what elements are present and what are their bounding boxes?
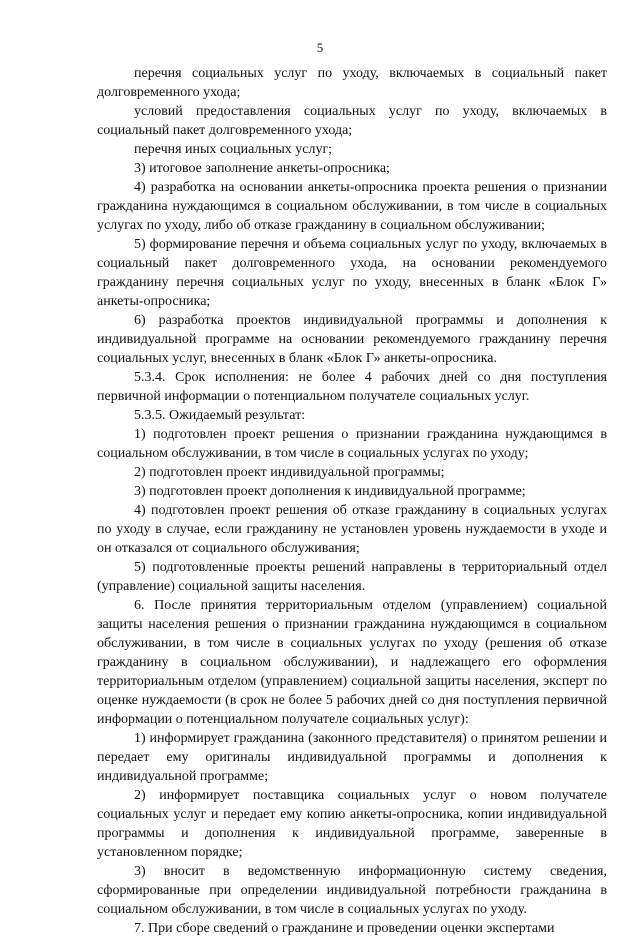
paragraph: 4) разработка на основании анкеты-опросника проекта решения о признании гражданина нуждающимся в социальном обслуживании, в том числе в социальных услугах по уходу, либо об отказе гражданину в социальном обслуживании; — [97, 180, 607, 233]
paragraph: 3) итоговое заполнение анкеты-опросника; — [134, 161, 390, 176]
paragraph: 2) подготовлен проект индивидуальной программы; — [134, 465, 445, 480]
paragraph: условий предоставления социальных услуг по уходу, включаемых в социальный пакет долговременного ухода; — [97, 104, 607, 138]
page-number: 5 — [316, 40, 324, 55]
paragraph: 5) подготовленные проекты решений направлены в территориальный отдел (управление) социальной защиты населения. — [97, 560, 607, 594]
paragraph: 5.3.4. Срок исполнения: не более 4 рабочих дней со дня поступления первичной информации о потенциальном получателе социальных услуг. — [97, 370, 607, 404]
paragraph: 3) подготовлен проект дополнения к индивидуальной программе; — [134, 484, 526, 499]
paragraph: 1) подготовлен проект решения о признании гражданина нуждающимся в социальном обслуживании, в том числе в социальных услугах по уходу; — [97, 427, 607, 461]
paragraph: перечня социальных услуг по уходу, включаемых в социальный пакет долговременного ухода; — [97, 66, 607, 100]
document-body — [97, 64, 607, 938]
paragraph: 6. После принятия территориальным отделом (управлением) социальной защиты населения решения о признании гражданина нуждающимся в социальном обслуживании, в том числе в социальных услугах по уходу (решения об отказе гражданину в социальном обслуживании), и надлежащего его оформления территориальным отделом (управлением) социальной защиты населения, эксперт по оценке нуждаемости (в срок не более 5 рабочих дней со дня поступления первичной информации о потенциальном получателе социальных услуг): — [97, 598, 607, 727]
paragraph: перечня иных социальных услуг; — [134, 142, 333, 157]
paragraph: 2) информирует поставщика социальных услуг о новом получателе социальных услуг и передает ему копию анкеты-опросника, копии индивидуальной программы и дополнения к индивидуальной программе, заверенные в установленном порядке; — [97, 788, 607, 860]
paragraph: 3) вносит в ведомственную информационную систему сведения, сформированные при определении индивидуальной потребности гражданина в социальном обслуживании, в том числе в социальных услугах по уходу. — [97, 864, 607, 917]
paragraph: 1) информирует гражданина (законного представителя) о принятом решении и передает ему оригиналы индивидуальной программы и дополнения к индивидуальной программе; — [97, 731, 607, 784]
paragraph: 5.3.5. Ожидаемый результат: — [134, 408, 306, 423]
paragraph: 6) разработка проектов индивидуальной программы и дополнения к индивидуальной программе на основании рекомендуемого гражданину перечня социальных услуг, внесенных в бланк «Блок Г» анкеты-опросника. — [97, 313, 607, 366]
paragraph: 5) формирование перечня и объема социальных услуг по уходу, включаемых в социальный пакет долговременного ухода, на основании рекомендуемого гражданину перечня социальных услуг по уходу, внесенных в бланк «Блок Г» анкеты-опросника; — [97, 237, 607, 309]
paragraph: 7. При сборе сведений о гражданине и проведении оценки экспертами — [134, 921, 555, 936]
paragraph: 4) подготовлен проект решения об отказе гражданину в социальных услугах по уходу в случае, если гражданину не установлен уровень нуждаемости в уходе и он отказался от социального обслуживания; — [97, 503, 607, 556]
